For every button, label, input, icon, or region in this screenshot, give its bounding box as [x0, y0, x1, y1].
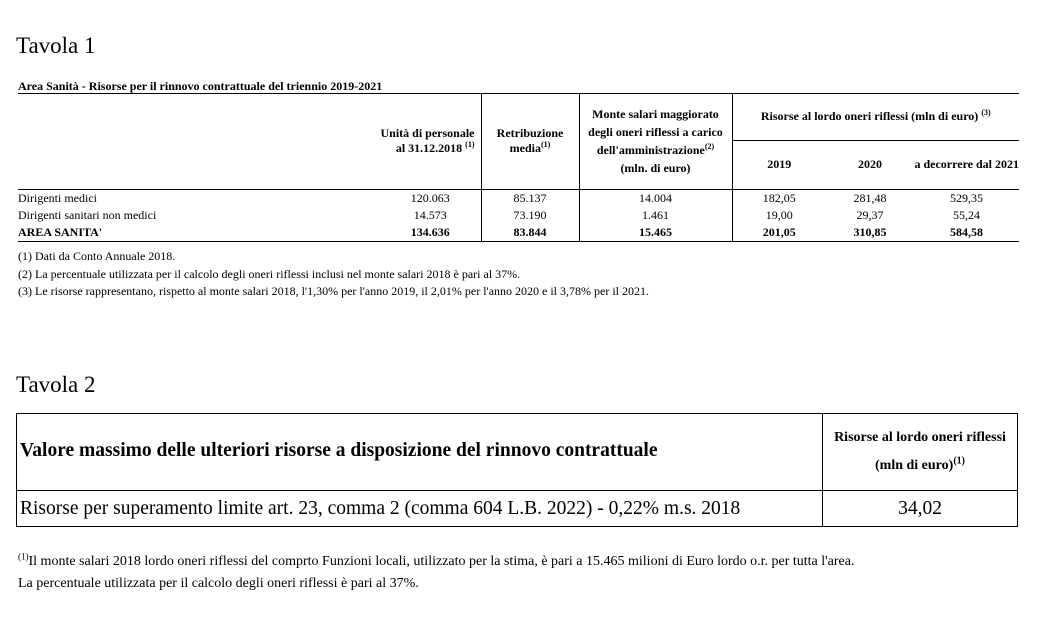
tavola-1-table [18, 94, 1019, 242]
cell-monte: 14.004 [579, 189, 732, 207]
header-blank [18, 94, 380, 189]
total-monte: 15.465 [579, 224, 732, 242]
cell-unita: 14.573 [413, 207, 447, 222]
header-year-2021: a decorrere dal 2021 [914, 157, 1020, 171]
tavola-2-title: Tavola 2 [16, 372, 96, 397]
cell-2020: 29,37 [856, 207, 884, 222]
column-divider [822, 414, 823, 526]
header-monte-salari: Monte salari maggiorato degli oneri riflessi a carico dell'amministrazione$^{(2)}$ (mln. di euro) [579, 94, 732, 189]
note-3: (3) Le risorse rappresentano, rispetto al monte salari 2018, l'1,30% per l'anno 2019, il 2,01% per l'anno 2020 e il 3,78% per il 2021. [18, 284, 650, 298]
header-year-2019: 2019 [732, 140, 826, 189]
tavola-1 [18, 79, 1019, 242]
tavola-1-caption: Area Sanità - Risorse per il rinnovo contrattuale del triennio 2019-2021 [18, 79, 1019, 94]
total-2021: 584,58 [914, 224, 1019, 242]
header-unita: Unità di personale al 31.12.2018 $^{(1)}$ [380, 126, 475, 156]
tavola-2-header-left: Valore massimo delle ulteriori risorse a disposizione del rinnovo contrattuale [20, 440, 658, 461]
total-2020: 310,85 [826, 224, 914, 242]
header-year-2020: 2020 [858, 157, 882, 171]
cell-2020: 281,48 [853, 190, 887, 205]
tavola-2-header-right: Risorse al lordo oneri riflessi (mln di euro)$^{(1)}$ [834, 430, 1006, 473]
row-label: Dirigenti sanitari non medici [18, 207, 157, 222]
row-label: Dirigenti medici [18, 190, 97, 205]
cell-2021: 55,24 [953, 207, 980, 222]
tavola-2-header-row [17, 414, 1017, 491]
tavola-2-table [16, 413, 1018, 527]
total-2019: 201,05 [732, 224, 826, 242]
total-retribuzione: 83.844 [481, 224, 579, 242]
note-2: (2) La percentuale utilizzata per il calcolo degli oneri riflessi inclusi nel monte salari 2018 è pari al 37%. [18, 266, 521, 281]
cell-unita: 120.063 [410, 190, 450, 205]
tavola-2-notes [18, 551, 854, 595]
total-unita: 134.636 [380, 224, 481, 242]
tavola-1-notes [18, 248, 649, 301]
tavola-1-title: Tavola 1 [16, 33, 96, 58]
cell-2019: 19,00 [732, 207, 826, 224]
table-row [18, 189, 1019, 207]
cell-retribuzione: 73.190 [481, 207, 579, 224]
table-row [18, 207, 1019, 224]
note-1: (1) Dati da Conto Annuale 2018. [18, 249, 176, 263]
tavola-2-row-label: Risorse per superamento limite art. 23, comma 2 (comma 604 L.B. 2022) - 0,22% m.s. 2018 [20, 498, 741, 519]
total-label: AREA SANITA' [18, 224, 380, 242]
total-row [18, 224, 1019, 242]
header-retribuzione: Retribuzione media$^{(1)}$ [481, 94, 579, 189]
cell-monte: 1.461 [579, 207, 732, 224]
cell-2021: 529,35 [950, 190, 983, 205]
cell-retribuzione: 85.137 [481, 189, 579, 207]
note-2-line-2: La percentuale utilizzata per il calcolo degli oneri riflessi è pari al 37%. [18, 576, 419, 591]
cell-2019: 182,05 [732, 189, 826, 207]
note-2-line-1: $^{(1)}$Il monte salari 2018 lordo oneri riflessi del comprto Funzioni locali, utilizzato per la stima, è pari a 15.465 milioni di Euro lordo o.r. per tutta l'area. [18, 551, 855, 569]
tavola-2-data-row [17, 491, 1017, 526]
tavola-2-row-value: 34,02 [898, 498, 942, 519]
header-risorse: Risorse al lordo oneri riflessi (mln di euro) $^{(3)}$ [732, 94, 1019, 140]
